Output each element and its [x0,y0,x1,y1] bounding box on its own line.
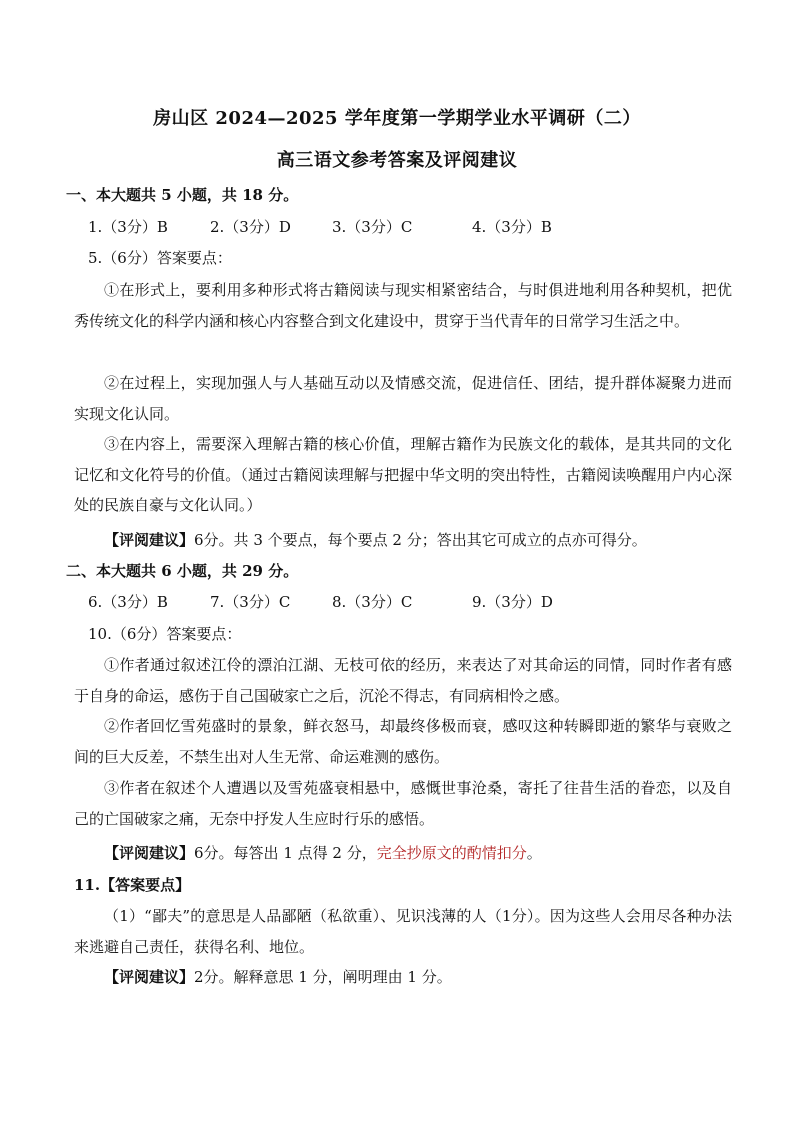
grading-text: 6分。每答出 1 点得 2 分， [194,844,377,862]
section-1-heading: 一、本大题共 5 小题，共 18 分。 [66,186,299,204]
grading-penalty-text: 完全抄原文的酌情扣分 [376,844,527,862]
section-2-heading: 二、本大题共 6 小题，共 29 分。 [66,562,299,580]
answer-6: 6.（3分）B [88,593,168,611]
grading-tag: 【评阅建议】 [104,531,195,549]
q5-grading-note [104,530,647,550]
q11-grading-note [104,967,452,987]
section-1-answer-row [88,217,552,237]
q5-point-3: ③在内容上，需要深入理解古籍的核心价值，理解古籍作为民族文化的载体，是其共同的文化记忆和文化符号的价值。（通过古籍阅读理解与把握中华文明的突出特性，古籍阅读唤醒用户内心深处的民族自豪与文化认同。） [74,435,732,514]
q5-point-1: ①在形式上，要利用多种形式将古籍阅读与现实相紧密结合，与时俱进地利用各种契机，把优秀传统文化的科学内涵和核心内容整合到文化建设中，贯穿于当代青年的日常学习生活之中。 [74,281,732,330]
answer-7: 7.（3分）C [210,593,291,611]
answer-4: 4.（3分）B [472,218,552,236]
document-title: 房山区 2024—2025 学年度第一学期学业水平调研（二） [153,108,641,129]
answer-3: 3.（3分）C [332,218,413,236]
grading-tag: 【评阅建议】 [104,844,195,862]
q11-answer: （1）“鄙夫”的意思是人品鄙陋（私欲重）、见识浅薄的人（1分）。因为这些人会用尽各种办法来逃避自己责任，获得名利、地位。 [74,907,732,956]
grading-tag: 【评阅建议】 [104,968,195,986]
answer-2: 2.（3分）D [210,218,291,236]
q10-point-2: ②作者回忆雪苑盛时的景象，鲜衣怒马，却最终侈极而衰，感叹这种转瞬即逝的繁华与衰败之间的巨大反差，不禁生出对人生无常、命运难测的感伤。 [74,717,732,766]
grading-text: 2分。解释意思 1 分，阐明理由 1 分。 [194,968,452,986]
grading-text: 6分。共 3 个要点，每个要点 2 分；答出其它可成立的点亦可得分。 [194,531,647,549]
q10-label: 10.（6分）答案要点： [88,625,242,643]
q10-grading-note [104,843,542,863]
q10-point-1: ①作者通过叙述江伶的漂泊江湖、无枝可依的经历，来表达了对其命运的同情，同时作者有感于自身的命运，感伤于自己国破家亡之后，沉沦不得志，有同病相怜之感。 [74,656,732,705]
grading-text-end: 。 [526,844,542,862]
answer-9: 9.（3分）D [472,593,553,611]
q5-point-2: ②在过程上，实现加强人与人基础互动以及情感交流，促进信任、团结，提升群体凝聚力进而实现文化认同。 [74,374,732,423]
document-subtitle: 高三语文参考答案及评阅建议 [276,150,518,171]
answer-8: 8.（3分）C [332,593,413,611]
answer-1: 1.（3分）B [88,218,168,236]
q10-point-3: ③作者在叙述个人遭遇以及雪苑盛衰相悬中，感慨世事沧桑，寄托了往昔生活的眷恋，以及自己的亡国破家之痛，无奈中抒发人生应时行乐的感悟。 [74,779,732,828]
section-2-answer-row [88,592,553,612]
q5-label: 5.（6分）答案要点： [88,249,232,267]
q11-label: 11.【答案要点】 [74,876,191,894]
